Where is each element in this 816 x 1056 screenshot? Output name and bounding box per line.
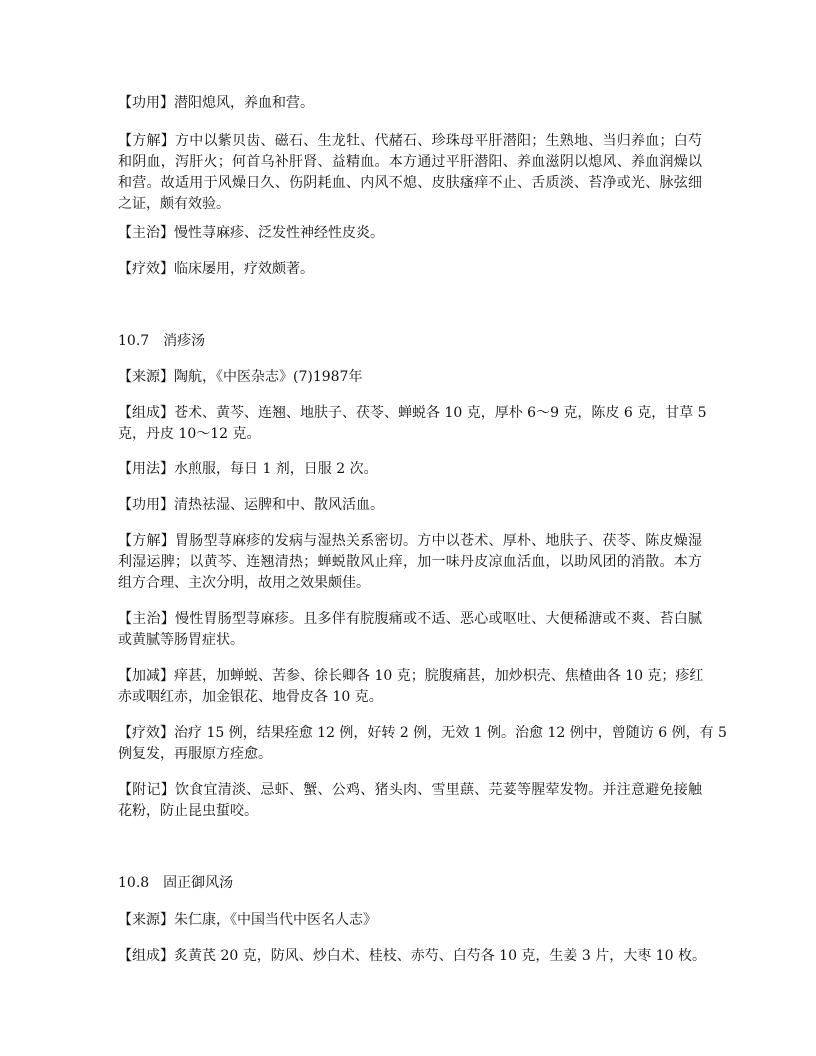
paragraph-line: 例复发，再服原方痊愈。	[118, 746, 272, 762]
paragraph-text: 方中以紫贝齿、磁石、生龙牡、代赭石、珍珠母平肝潜阳；生熟地、当归养血；白芍	[175, 133, 702, 149]
paragraph-text: 饮食宜清淡、忌虾、蟹、公鸡、猪头肉、雪里蕻、芫荽等腥荤发物。并注意避免接触	[175, 782, 702, 798]
paragraph-line	[118, 946, 706, 967]
paragraph	[118, 609, 702, 651]
paragraph-line: 赤或咽红赤，加金银花、地骨皮各 10 克。	[118, 689, 383, 705]
paragraph-line	[118, 367, 702, 388]
paragraph	[118, 495, 702, 516]
paragraph-line	[118, 780, 702, 801]
paragraph-text: 水煎服，每日 1 剂，日服 2 次。	[174, 461, 378, 477]
paragraph-label: 【功用】	[118, 95, 174, 111]
paragraph-text: 潜阳熄风，养血和营。	[174, 95, 314, 111]
paragraph-line	[118, 459, 702, 480]
paragraph-text: 痒甚，加蝉蜕、苦参、徐长卿各 10 克；脘腹痛甚，加炒枳壳、焦楂曲各 10 克；疹红	[174, 668, 704, 684]
paragraph	[118, 367, 702, 388]
paragraph-line: 之证，颇有效验。	[118, 196, 230, 212]
paragraph-text: 清热祛湿、运脾和中、散风活血。	[174, 497, 384, 513]
paragraph-line: 花粉，防止昆虫蜇咬。	[118, 803, 258, 819]
paragraph	[118, 459, 702, 480]
paragraph-label: 【功用】	[118, 497, 174, 513]
paragraph-line	[118, 403, 707, 424]
paragraph-label: 【组成】	[118, 948, 174, 964]
paragraph-line	[118, 131, 702, 152]
paragraph-label: 【用法】	[118, 461, 174, 477]
paragraph	[118, 223, 702, 244]
paragraph	[118, 259, 702, 280]
paragraph-line	[118, 259, 702, 280]
paragraph	[118, 93, 702, 114]
paragraph-line	[118, 495, 702, 516]
section-heading: 10.8 固正御风汤	[118, 875, 234, 891]
paragraph-text: 治疗 15 例，结果痊愈 12 例，好转 2 例，无效 1 例。治愈 12 例中，曾随访 6 例，有 5	[174, 725, 727, 741]
paragraph-line	[118, 531, 702, 552]
paragraph	[118, 946, 706, 967]
paragraph-line: 克，丹皮 10～12 克。	[118, 426, 261, 442]
paragraph-label: 【来源】	[118, 912, 174, 928]
paragraph-line: 组方合理、主次分明，故用之效果颇佳。	[118, 575, 370, 591]
paragraph	[118, 403, 707, 445]
paragraph-label: 【主治】	[118, 611, 175, 627]
paragraph-text: 慢性荨麻疹、泛发性神经性皮炎。	[174, 225, 384, 241]
paragraph-label: 【组成】	[118, 405, 174, 421]
paragraph-text: 苍术、黄芩、连翘、地肤子、茯苓、蝉蜕各 10 克，厚朴 6～9 克，陈皮 6 克，甘草 5	[174, 405, 707, 421]
paragraph-label: 【疗效】	[118, 725, 174, 741]
paragraph-line: 和阴血，泻肝火；何首乌补肝肾、益精血。本方通过平肝潜阳、养血滋阴以熄风、养血润燥以	[118, 154, 702, 170]
paragraph	[118, 780, 702, 822]
paragraph-text: 炙黄芪 20 克，防风、炒白术、桂枝、赤芍、白芍各 10 克，生姜 3 片，大枣 10 枚。	[174, 948, 706, 964]
paragraph-line: 或黄腻等肠胃症状。	[118, 632, 244, 648]
paragraph-text: 朱仁康，《中国当代中医名人志》	[174, 912, 377, 928]
paragraph-line	[118, 723, 727, 744]
paragraph-label: 【来源】	[118, 369, 174, 385]
paragraph-line	[118, 910, 702, 931]
paragraph-line	[118, 223, 702, 244]
paragraph-label: 【方解】	[118, 533, 175, 549]
paragraph-line: 和营。故适用于风燥日久、伤阴耗血、内风不熄、皮肤瘙痒不止、舌质淡、苔净或光、脉弦细	[118, 175, 702, 191]
paragraph	[118, 131, 702, 215]
paragraph-label: 【主治】	[118, 225, 174, 241]
paragraph-label: 【加减】	[118, 668, 174, 684]
paragraph	[118, 531, 702, 594]
paragraph-line	[118, 609, 702, 630]
paragraph-line	[118, 93, 702, 114]
paragraph-line	[118, 666, 702, 687]
paragraph-text: 慢性胃肠型荨麻疹。且多伴有脘腹痛或不适、恶心或呕吐、大便稀溏或不爽、苔白腻	[175, 611, 702, 627]
paragraph-text: 胃肠型荨麻疹的发病与湿热关系密切。方中以苍术、厚朴、地肤子、茯苓、陈皮燥湿	[175, 533, 702, 549]
paragraph-text: 临床屡用，疗效颇著。	[174, 261, 314, 277]
paragraph-label: 【附记】	[118, 782, 175, 798]
paragraph-label: 【方解】	[118, 133, 175, 149]
paragraph-label: 【疗效】	[118, 261, 174, 277]
paragraph	[118, 666, 702, 708]
paragraph-line: 利湿运脾；以黄芩、连翘清热；蝉蜕散风止痒，加一味丹皮凉血活血，以助风团的消散。本方	[118, 554, 702, 570]
section-heading: 10.7 消疹汤	[118, 333, 206, 349]
paragraph-text: 陶航，《中医杂志》(7)1987年	[174, 369, 363, 385]
paragraph	[118, 723, 727, 765]
paragraph	[118, 910, 702, 931]
